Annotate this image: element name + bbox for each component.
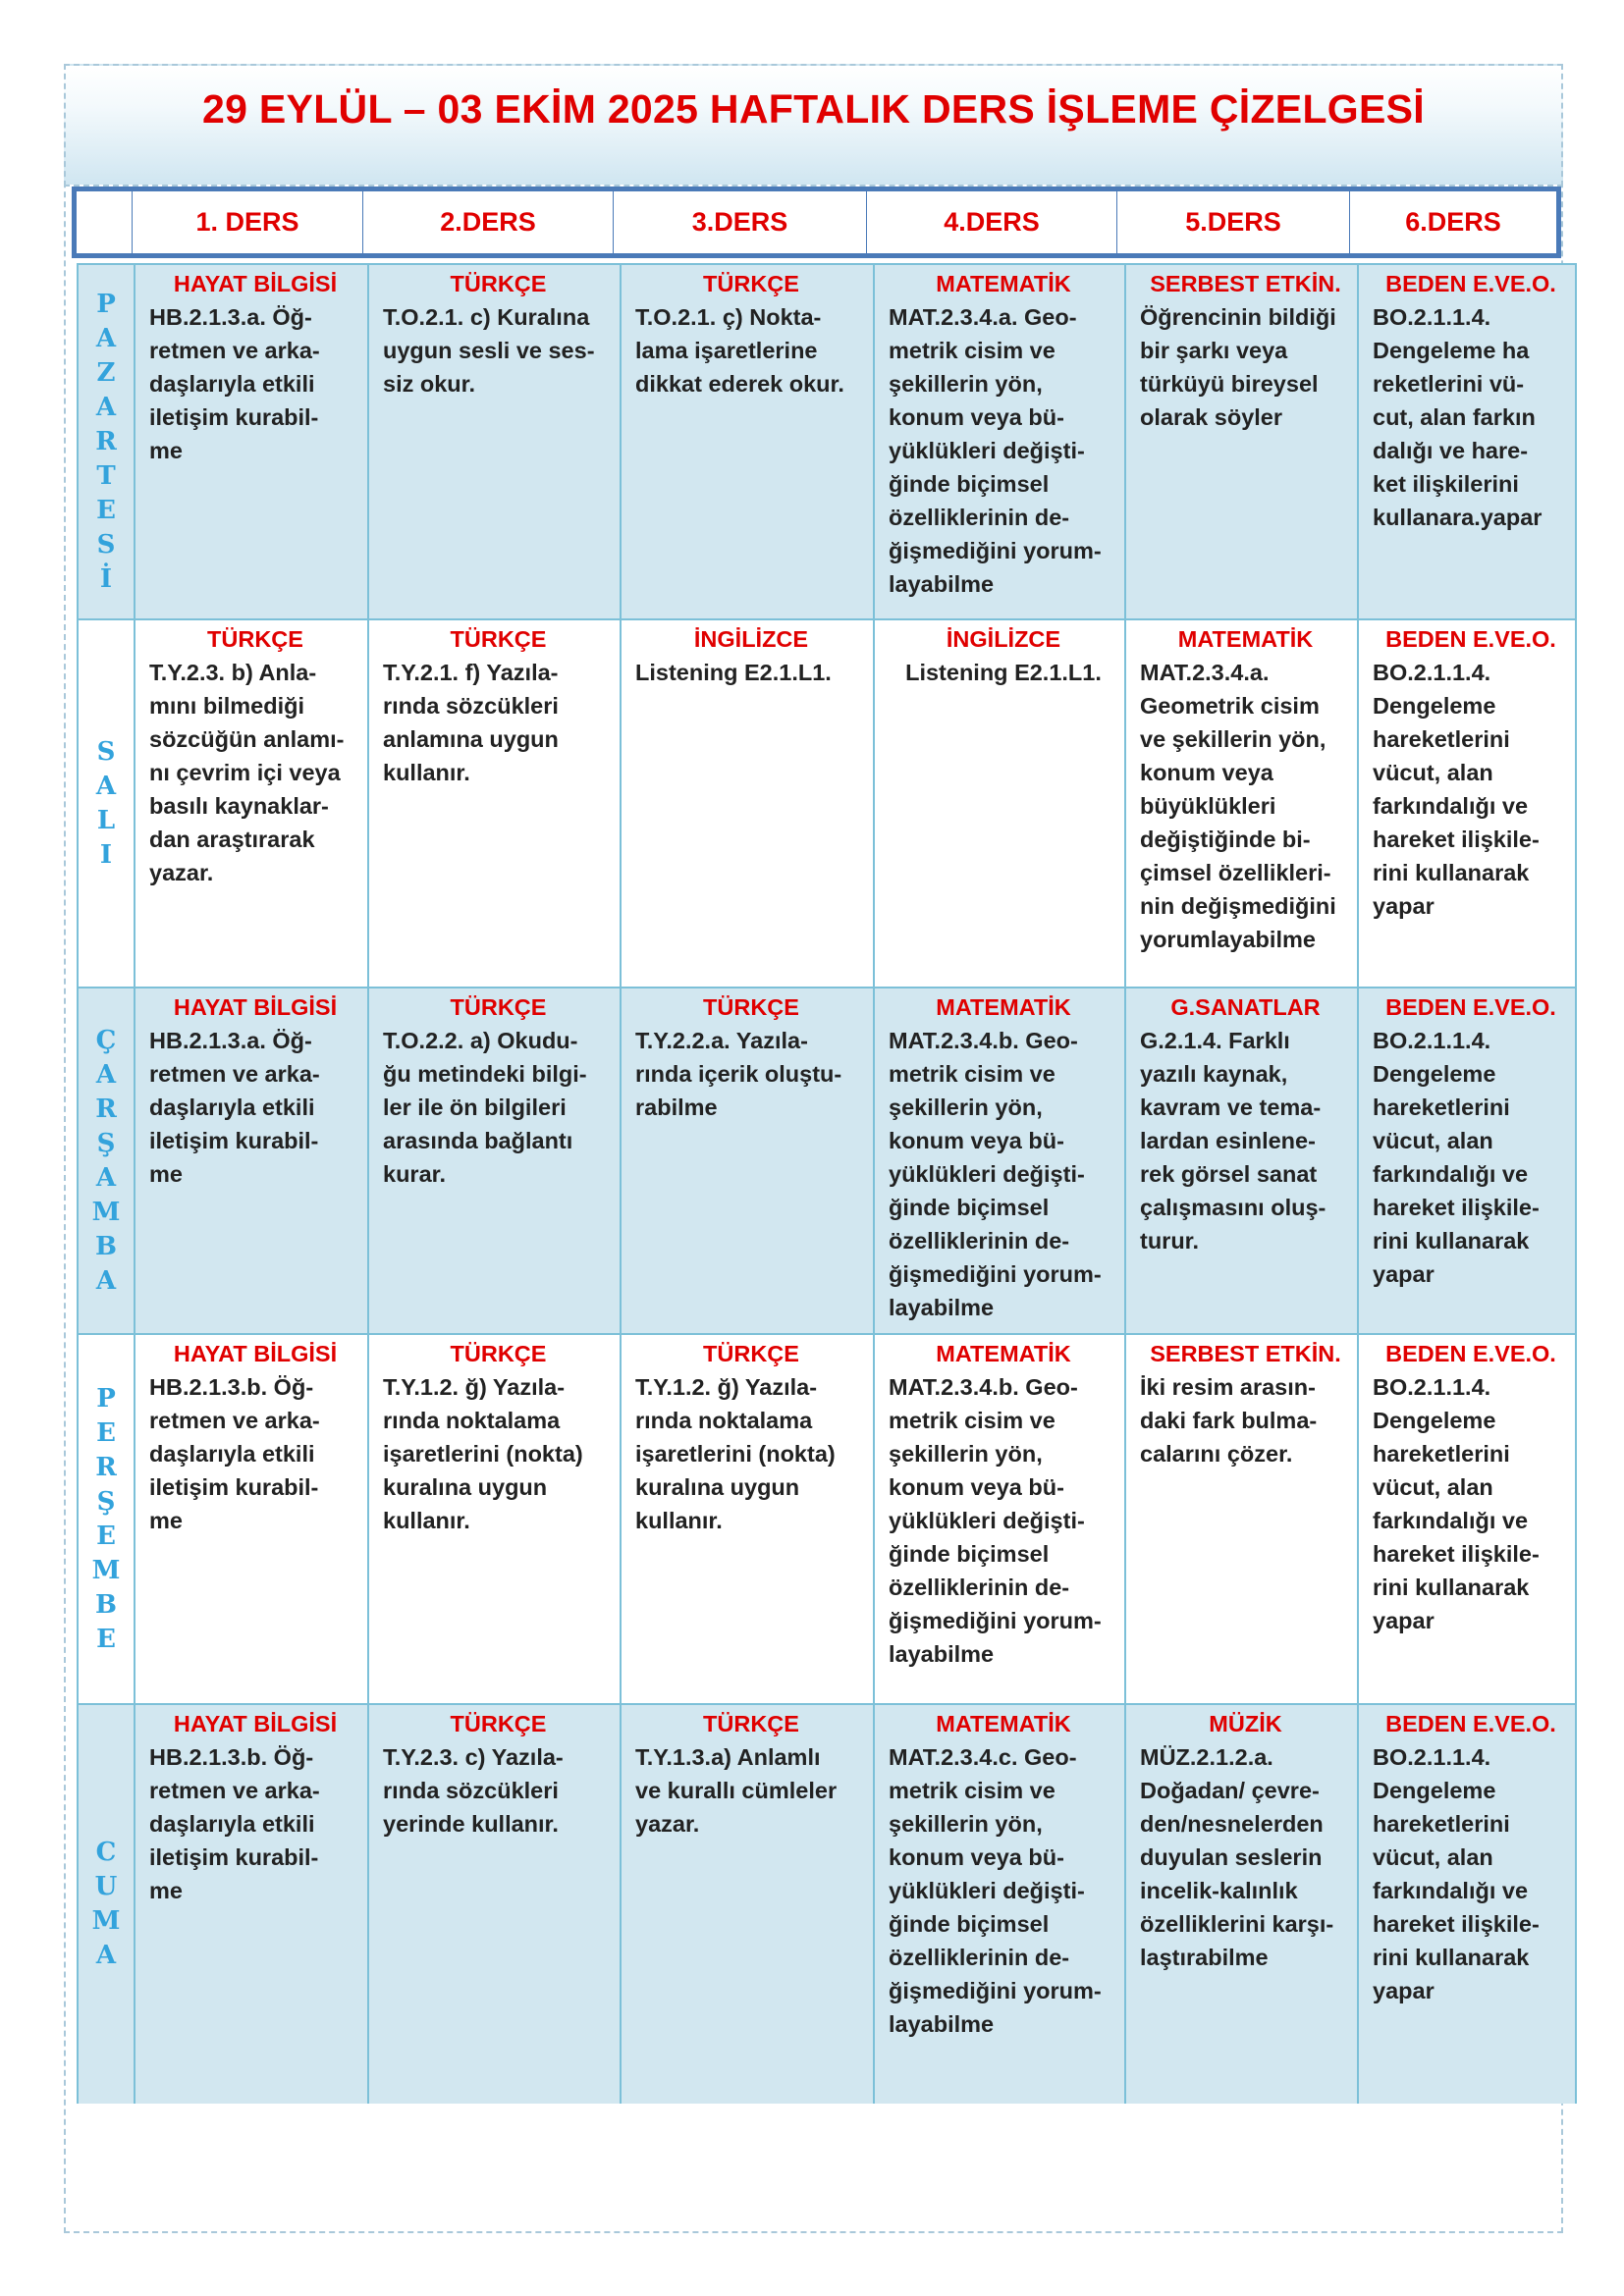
learning-outcome: BO.2.1.1.4. Dengeleme hareketlerini vücut, alan farkındalığı ve hareket ilişkile- rini kullanarak yapar [1373, 1744, 1540, 2003]
learning-outcome: MAT.2.3.4.b. Geo- metrik cisim ve şekillerin yön, konum veya bü- yüklükleri değişti- ğinde biçimsel özelliklerinin de- ğişmediğini yorum- layabilme [889, 1028, 1102, 1320]
day-letter: S [96, 529, 116, 560]
lesson-cell [622, 988, 875, 1335]
lesson-cell [369, 1705, 622, 2104]
day-letter: Ş [96, 1486, 116, 1517]
subject-name: HAYAT BİLGİSİ [173, 994, 338, 1020]
learning-outcome: HB.2.1.3.a. Öğ- retmen ve arka- daşlarıyla etkili iletişim kurabil- me [149, 304, 320, 463]
lesson-cell [622, 1705, 875, 2104]
day-label-persembe [79, 1335, 135, 1705]
learning-outcome: T.Y.1.2. ğ) Yazıla- rında noktalama işaretlerini (nokta) kuralına uygun kullanır. [383, 1374, 583, 1533]
day-letter: E [96, 1521, 116, 1551]
day-letter: A [95, 771, 117, 801]
learning-outcome: T.O.2.1. c) Kuralına uygun sesli ve ses- siz okur. [383, 304, 595, 397]
day-letter: A [95, 323, 117, 353]
subject-name: TÜRKÇE [450, 994, 547, 1020]
learning-outcome: T.O.2.2. a) Okudu- ğu metindeki bilgi- ler ile ön bilgileri arasında bağlantı kurar. [383, 1028, 587, 1187]
subject-name: MATEMATİK [936, 271, 1071, 296]
day-letter: B [95, 1589, 117, 1620]
day-letter: A [95, 1162, 117, 1193]
day-row-carsamba [79, 988, 1575, 1335]
lesson-cell [135, 988, 369, 1335]
learning-outcome: BO.2.1.1.4. Dengeleme ha reketlerini vü- cut, alan farkın dalığı ve hare- ket ilişkilerini kullanara.yapar [1373, 304, 1543, 530]
learning-outcome: BO.2.1.1.4. Dengeleme hareketlerini vücut, alan farkındalığı ve hareket ilişkile- rini kullanarak yapar [1373, 1374, 1540, 1633]
header-lesson-1: 1. DERS [133, 191, 363, 253]
day-letter: M [91, 1555, 121, 1585]
day-letter: L [96, 805, 116, 835]
lesson-cell [875, 1335, 1126, 1705]
day-label-cuma [79, 1705, 135, 2104]
subject-name: MÜZİK [1209, 1711, 1282, 1736]
learning-outcome: G.2.1.4. Farklı yazılı kaynak, kavram ve tema- lardan esinlene- rek görsel sanat çalışmasını oluş- turur. [1140, 1028, 1326, 1254]
subject-name: MATEMATİK [936, 1711, 1071, 1736]
day-letter: I [99, 839, 113, 870]
day-letter: R [95, 1094, 117, 1124]
header-lesson-2: 2.DERS [363, 191, 614, 253]
lesson-cell [369, 988, 622, 1335]
subject-name: BEDEN E.VE.O. [1385, 626, 1556, 652]
day-letter: P [96, 1383, 116, 1414]
lesson-cell [135, 620, 369, 988]
subject-name: MATEMATİK [936, 994, 1071, 1020]
learning-outcome: Listening E2.1.L1. [905, 660, 1102, 685]
subject-name: İNGİLİZCE [693, 626, 809, 652]
lesson-cell [875, 1705, 1126, 2104]
learning-outcome: Listening E2.1.L1. [635, 660, 832, 685]
lesson-cell [369, 1335, 622, 1705]
learning-outcome: BO.2.1.1.4. Dengeleme hareketlerini vücut, alan farkındalığı ve hareket ilişkile- rini kullanarak yapar [1373, 660, 1540, 919]
subject-name: TÜRKÇE [450, 626, 547, 652]
day-letter: A [95, 1059, 117, 1090]
subject-name: TÜRKÇE [450, 1711, 547, 1736]
subject-name: HAYAT BİLGİSİ [173, 271, 338, 296]
day-letter: M [91, 1197, 121, 1227]
lesson-cell [1126, 265, 1359, 620]
subject-name: BEDEN E.VE.O. [1385, 1711, 1556, 1736]
learning-outcome: MAT.2.3.4.a. Geometrik cisim ve şekillerin yön, konum veya büyüklükleri değiştiğinde bi- çimsel özellikleri- nin değişmediğini yorumlayabilme [1140, 660, 1336, 952]
lesson-cell [135, 1335, 369, 1705]
day-letter: A [95, 1265, 117, 1296]
day-letter: A [95, 392, 117, 422]
subject-name: TÜRKÇE [450, 271, 547, 296]
lesson-cell [1126, 1335, 1359, 1705]
subject-name: HAYAT BİLGİSİ [173, 1711, 338, 1736]
learning-outcome: T.Y.2.1. f) Yazıla- rında sözcükleri anlamına uygun kullanır. [383, 660, 559, 785]
learning-outcome: T.O.2.1. ç) Nokta- lama işaretlerine dikkat ederek okur. [635, 304, 844, 397]
lesson-cell [875, 620, 1126, 988]
lesson-cell [369, 265, 622, 620]
learning-outcome: İki resim arasın- daki fark bulma- calarını çözer. [1140, 1374, 1318, 1467]
learning-outcome: T.Y.2.2.a. Yazıla- rında içerik oluştu- rabilme [635, 1028, 842, 1120]
lesson-cell [1359, 620, 1575, 988]
day-label-sali [79, 620, 135, 988]
subject-name: HAYAT BİLGİSİ [173, 1341, 338, 1366]
header-lesson-4: 4.DERS [867, 191, 1117, 253]
subject-name: TÜRKÇE [703, 1341, 799, 1366]
learning-outcome: T.Y.1.3.a) Anlamlı ve kurallı cümleler yazar. [635, 1744, 838, 1837]
learning-outcome: T.Y.1.2. ğ) Yazıla- rında noktalama işaretlerini (nokta) kuralına uygun kullanır. [635, 1374, 836, 1533]
learning-outcome: Öğrencinin bildiği bir şarkı veya türküyü bireysel olarak söyler [1140, 304, 1336, 430]
learning-outcome: MAT.2.3.4.a. Geo- metrik cisim ve şekillerin yön, konum veya bü- yüklükleri değişti- ğinde biçimsel özelliklerinin de- ğişmediğini yorum- layabilme [889, 304, 1102, 597]
lesson-cell [1359, 265, 1575, 620]
day-label-pazartesi [79, 265, 135, 620]
lesson-cell [875, 265, 1126, 620]
learning-outcome: MÜZ.2.1.2.a. Doğadan/ çevre- den/nesnelerden duyulan seslerin incelik-kalınlık özelliklerini karşı- laştırabilme [1140, 1744, 1334, 1970]
lesson-cell [135, 265, 369, 620]
day-letter: E [96, 495, 116, 525]
subject-name: SERBEST ETKİN. [1150, 1341, 1341, 1366]
learning-outcome: BO.2.1.1.4. Dengeleme hareketlerini vücut, alan farkındalığı ve hareket ilişkile- rini kullanarak yapar [1373, 1028, 1540, 1287]
subject-name: TÜRKÇE [703, 1711, 799, 1736]
day-letter: C [95, 1838, 117, 1867]
day-row-cuma [79, 1705, 1575, 2104]
learning-outcome: HB.2.1.3.b. Öğ- retmen ve arka- daşlarıyla etkili iletişim kurabil- me [149, 1744, 320, 1903]
weekly-schedule-table [77, 263, 1577, 2104]
day-row-sali [79, 620, 1575, 988]
page-title: 29 EYLÜL – 03 EKİM 2025 HAFTALIK DERS İŞLEME ÇİZELGESİ [202, 86, 1425, 132]
day-letter: P [96, 289, 116, 319]
subject-name: TÜRKÇE [703, 994, 799, 1020]
subject-name: MATEMATİK [936, 1341, 1071, 1366]
lesson-cell [1126, 620, 1359, 988]
day-letter: R [95, 1452, 117, 1482]
day-letter: A [95, 1941, 117, 1970]
subject-name: İNGİLİZCE [946, 626, 1061, 652]
day-letter: E [96, 1624, 116, 1654]
day-letter: E [96, 1417, 116, 1448]
subject-name: BEDEN E.VE.O. [1385, 994, 1556, 1020]
subject-name: SERBEST ETKİN. [1150, 271, 1341, 296]
day-letter: Z [96, 357, 116, 388]
header-lesson-3: 3.DERS [614, 191, 867, 253]
day-letter: T [96, 460, 116, 491]
lesson-cell [622, 1335, 875, 1705]
day-row-persembe [79, 1335, 1575, 1705]
day-letter: Ç [95, 1025, 117, 1055]
lesson-cell [1126, 1705, 1359, 2104]
lesson-cell [622, 265, 875, 620]
lesson-cell [135, 1705, 369, 2104]
day-row-pazartesi [79, 265, 1575, 620]
subject-name: MATEMATİK [1177, 626, 1314, 652]
day-letter: B [95, 1231, 117, 1261]
subject-name: G.SANATLAR [1170, 994, 1321, 1020]
day-letter: Ş [96, 1128, 116, 1158]
subject-name: BEDEN E.VE.O. [1385, 271, 1556, 296]
learning-outcome: T.Y.2.3. b) Anla- mını bilmediği sözcüğün anlamı- nı çevrim içi veya basılı kaynaklar- dan araştırarak yazar. [149, 660, 345, 885]
lesson-cell [1359, 988, 1575, 1335]
lesson-cell [875, 988, 1126, 1335]
day-letter: S [96, 736, 116, 767]
day-letter: R [95, 426, 117, 456]
day-letter: U [94, 1872, 118, 1901]
subject-name: TÜRKÇE [207, 626, 303, 652]
subject-name: TÜRKÇE [703, 271, 799, 296]
lesson-cell [1359, 1705, 1575, 2104]
lesson-header-row [72, 187, 1561, 258]
learning-outcome: T.Y.2.3. c) Yazıla- rında sözcükleri yerinde kullanır. [383, 1744, 564, 1837]
learning-outcome: MAT.2.3.4.b. Geo- metrik cisim ve şekillerin yön, konum veya bü- yüklükleri değişti- ğinde biçimsel özelliklerinin de- ğişmediğini yorum- layabilme [889, 1374, 1102, 1667]
learning-outcome: MAT.2.3.4.c. Geo- metrik cisim ve şekillerin yön, konum veya bü- yüklükleri değişti- ğinde biçimsel özelliklerinin de- ğişmediğini yorum- layabilme [889, 1744, 1102, 2037]
learning-outcome: HB.2.1.3.a. Öğ- retmen ve arka- daşlarıyla etkili iletişim kurabil- me [149, 1028, 320, 1187]
subject-name: BEDEN E.VE.O. [1385, 1341, 1556, 1366]
header-lesson-5: 5.DERS [1117, 191, 1350, 253]
lesson-cell [1126, 988, 1359, 1335]
header-corner [77, 191, 133, 253]
lesson-cell [369, 620, 622, 988]
day-label-carsamba [79, 988, 135, 1335]
header-lesson-6: 6.DERS [1405, 207, 1501, 237]
subject-name: TÜRKÇE [450, 1341, 547, 1366]
learning-outcome: HB.2.1.3.b. Öğ- retmen ve arka- daşlarıyla etkili iletişim kurabil- me [149, 1374, 320, 1533]
day-letter: İ [99, 563, 113, 594]
lesson-cell [1359, 1335, 1575, 1705]
lesson-cell [622, 620, 875, 988]
day-letter: M [91, 1906, 121, 1936]
